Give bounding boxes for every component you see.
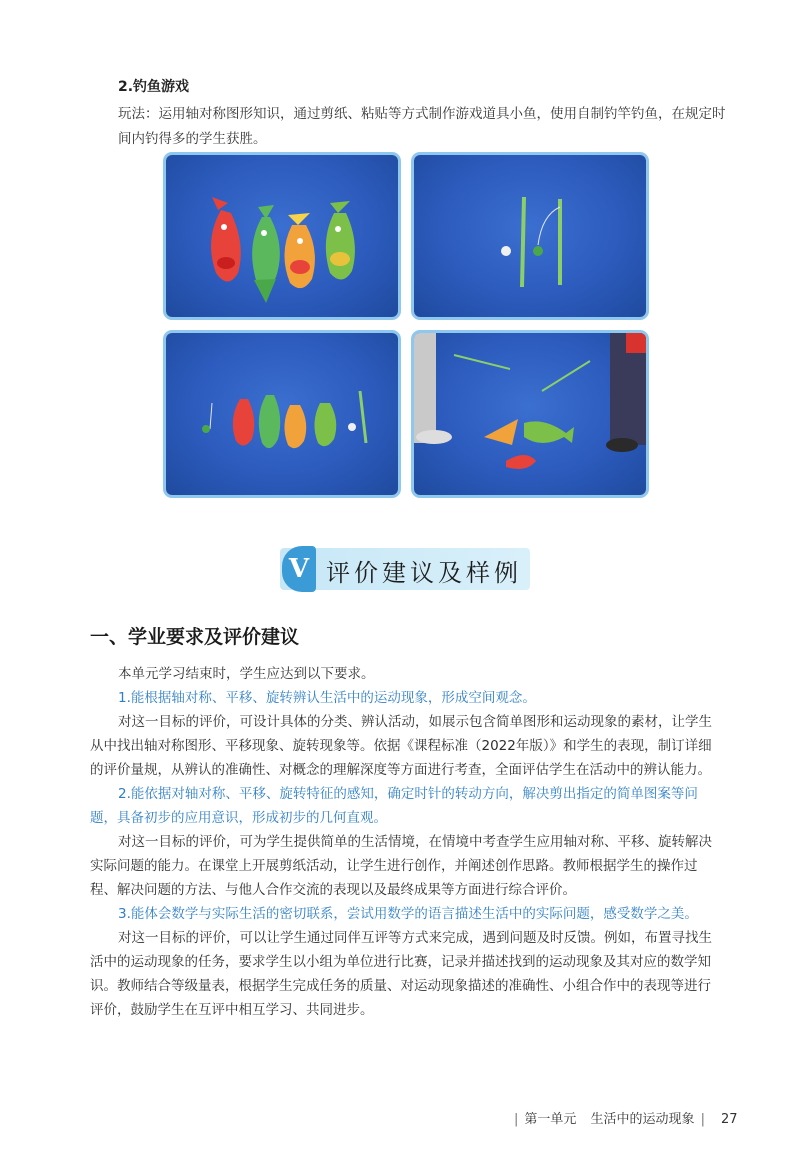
rod-left-icon	[522, 197, 524, 287]
footer-unit: 第一单元	[524, 1112, 577, 1127]
requirement-2: 2.能依据对轴对称、平移、旋转特征的感知，确定时针的转动方向，解决剪出指定的简单图案等问题，具备初步的应用意识，形成初步的几何直观。	[90, 786, 698, 826]
section-number-badge: V	[282, 546, 316, 592]
fish-orange-icon	[284, 405, 306, 448]
fish-lime-icon	[326, 201, 355, 280]
fish-orange-icon	[284, 213, 314, 288]
paragraph: 对这一目标的评价，可为学生提供简单的生活情境，在情境中考查学生应用轴对称、平移、旋转解决实际问题的能力。在课堂上开展剪纸活动，让学生进行创作，并阐述创作思路。教师根据学生的操作过程、解决问题的方法、与他人合作交流的表现以及最终成果等方面进行综合评价。	[90, 834, 712, 898]
footer-unit-title: 生活中的运动现象	[590, 1112, 695, 1127]
requirement-1: 1.能根据轴对称、平移、旋转辨认生活中的运动现象，形成空间观念。	[118, 690, 536, 706]
paragraph: 对这一目标的评价，可以让学生通过同伴互评等方式来完成，遇到问题及时反馈。例如，布置寻找生活中的运动现象的任务，要求学生以小组为单位进行比赛，记录并描述找到的运动现象及其对应的数学知识。教师结合等级量表，根据学生完成任务的质量、对运动现象描述的准确性、小组合作中的表现等进行评价，鼓励学生在互评中相互学习、共同进步。	[90, 930, 712, 1018]
fish-green-icon	[259, 395, 280, 448]
fish-lime-icon	[524, 421, 574, 443]
game-title: 2.钓鱼游戏	[118, 79, 190, 95]
section-title: 评价建议及样例	[326, 559, 522, 587]
photo-paper-fish	[166, 155, 398, 317]
paragraph: 本单元学习结束时，学生应达到以下要求。	[118, 666, 375, 682]
page-number: 27	[720, 1112, 738, 1127]
fish-orange-icon	[484, 419, 518, 445]
fish-red-icon	[506, 455, 536, 469]
photo-grid	[166, 155, 646, 495]
fish-lime-icon	[314, 403, 336, 446]
fish-green-icon	[252, 205, 280, 303]
requirement-3: 3.能体会数学与实际生活的密切联系，尝试用数学的语言描述生活中的实际问题，感受数学之美。	[118, 906, 698, 922]
photo-fish-and-rods	[166, 333, 398, 495]
bait-icon	[533, 246, 543, 256]
photo-students-fishing	[414, 333, 646, 495]
photo-fishing-rods	[414, 155, 646, 317]
fish-red-icon	[233, 399, 254, 446]
game-rules: 玩法：运用轴对称图形知识，通过剪纸、粘贴等方式制作游戏道具小鱼，使用自制钓竿钓鱼，在规定时间内钓得多的学生获胜。	[118, 106, 726, 147]
section-heading: 一、学业要求及评价建议	[90, 626, 300, 648]
student-left-icon	[414, 333, 436, 443]
hook-icon	[501, 246, 511, 256]
paragraph: 对这一目标的评价，可设计具体的分类、辨认活动，如展示包含简单图形和运动现象的素材，让学生从中找出轴对称图形、平移现象、旋转现象等。依据《课程标准（2022年版）》和学生的表现，制订详细的评价量规，从辨认的准确性、对概念的理解深度等方面进行考查，全面评估学生在活动中的辨认能力。	[90, 714, 712, 778]
body-text	[90, 662, 722, 1022]
fish-red-icon	[211, 197, 241, 282]
page-footer: | 第一单元 生活中的运动现象 | 27	[514, 1112, 738, 1127]
